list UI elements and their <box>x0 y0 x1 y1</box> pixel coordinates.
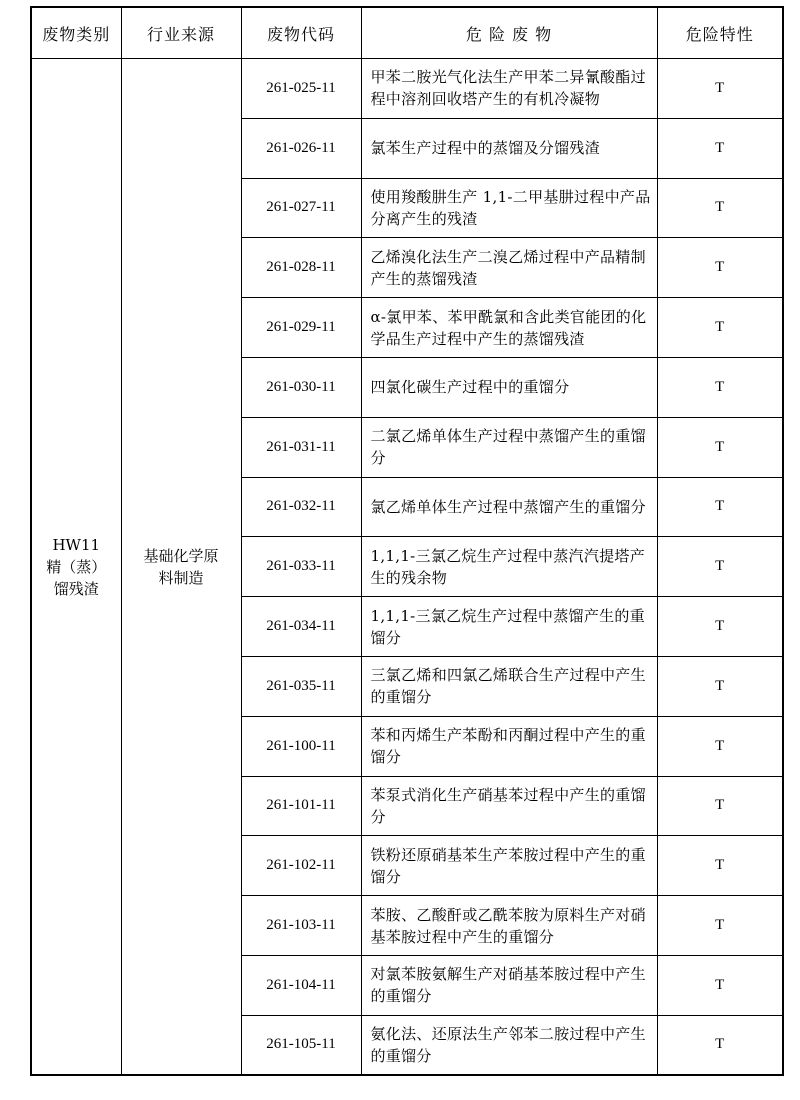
waste-description-cell: 氯苯生产过程中的蒸馏及分馏残渣 <box>361 118 657 178</box>
hazard-characteristic-cell: T <box>657 955 783 1015</box>
waste-description-cell: 甲苯二胺光气化法生产甲苯二异氰酸酯过程中溶剂回收塔产生的有机冷凝物 <box>361 59 657 119</box>
table-body <box>31 59 783 1076</box>
header-row <box>31 7 783 59</box>
waste-category-line: 馏残渣 <box>53 579 99 598</box>
hazard-characteristic-cell: T <box>657 656 783 716</box>
waste-description-cell: 使用羧酸肼生产 1,1-二甲基肼过程中产品分离产生的残渣 <box>361 178 657 238</box>
waste-code-cell: 261-028-11 <box>241 238 361 298</box>
waste-description-cell: 对氯苯胺氨解生产对硝基苯胺过程中产生的重馏分 <box>361 955 657 1015</box>
industry-source-cell <box>121 59 241 1076</box>
waste-description-cell: 乙烯溴化法生产二溴乙烯过程中产品精制产生的蒸馏残渣 <box>361 238 657 298</box>
waste-category-line: 精（蒸） <box>46 557 107 576</box>
header-characteristic: 危险特性 <box>657 7 783 59</box>
waste-description-cell: 1,1,1-三氯乙烷生产过程中蒸馏产生的重馏分 <box>361 597 657 657</box>
waste-description-cell: 氯乙烯单体生产过程中蒸馏产生的重馏分 <box>361 477 657 537</box>
header-source: 行业来源 <box>121 7 241 59</box>
waste-code-cell: 261-031-11 <box>241 417 361 477</box>
waste-code-cell: 261-034-11 <box>241 597 361 657</box>
waste-code-cell: 261-103-11 <box>241 896 361 956</box>
hazard-characteristic-cell: T <box>657 357 783 417</box>
waste-code-cell: 261-030-11 <box>241 357 361 417</box>
waste-description-cell: 铁粉还原硝基苯生产苯胺过程中产生的重馏分 <box>361 836 657 896</box>
industry-source-line: 料制造 <box>158 568 204 587</box>
hazard-characteristic-cell: T <box>657 417 783 477</box>
waste-code-cell: 261-102-11 <box>241 836 361 896</box>
hazard-characteristic-cell: T <box>657 59 783 119</box>
waste-category-cell <box>31 59 121 1076</box>
waste-code-cell: 261-100-11 <box>241 716 361 776</box>
waste-category-line: HW11 <box>52 535 101 554</box>
waste-description-cell: 三氯乙烯和四氯乙烯联合生产过程中产生的重馏分 <box>361 656 657 716</box>
waste-code-cell: 261-101-11 <box>241 776 361 836</box>
header-code: 废物代码 <box>241 7 361 59</box>
waste-description-cell: 苯胺、乙酸酐或乙酰苯胺为原料生产对硝基苯胺过程中产生的重馏分 <box>361 896 657 956</box>
hazard-characteristic-cell: T <box>657 597 783 657</box>
waste-description-cell: α-氯甲苯、苯甲酰氯和含此类官能团的化学品生产过程中产生的蒸馏残渣 <box>361 298 657 358</box>
waste-description-cell: 二氯乙烯单体生产过程中蒸馏产生的重馏分 <box>361 417 657 477</box>
hazard-characteristic-cell: T <box>657 477 783 537</box>
industry-source-line: 基础化学原 <box>143 546 219 565</box>
waste-code-cell: 261-026-11 <box>241 118 361 178</box>
hazard-characteristic-cell: T <box>657 776 783 836</box>
hazard-characteristic-cell: T <box>657 118 783 178</box>
hazard-characteristic-cell: T <box>657 896 783 956</box>
waste-code-cell: 261-032-11 <box>241 477 361 537</box>
waste-code-cell: 261-025-11 <box>241 59 361 119</box>
waste-code-cell: 261-035-11 <box>241 656 361 716</box>
hazard-characteristic-cell: T <box>657 298 783 358</box>
hazard-characteristic-cell: T <box>657 238 783 298</box>
header-category: 废物类别 <box>31 7 121 59</box>
waste-code-cell: 261-027-11 <box>241 178 361 238</box>
waste-description-cell: 四氯化碳生产过程中的重馏分 <box>361 357 657 417</box>
waste-code-cell: 261-033-11 <box>241 537 361 597</box>
table-row <box>31 59 783 119</box>
waste-code-cell: 261-029-11 <box>241 298 361 358</box>
waste-description-cell: 苯泵式消化生产硝基苯过程中产生的重馏分 <box>361 776 657 836</box>
waste-description-cell: 氨化法、还原法生产邻苯二胺过程中产生的重馏分 <box>361 1015 657 1075</box>
waste-code-cell: 261-105-11 <box>241 1015 361 1075</box>
hazard-characteristic-cell: T <box>657 537 783 597</box>
waste-code-cell: 261-104-11 <box>241 955 361 1015</box>
hazard-characteristic-cell: T <box>657 836 783 896</box>
hazard-characteristic-cell: T <box>657 716 783 776</box>
waste-description-cell: 1,1,1-三氯乙烷生产过程中蒸汽汽提塔产生的残余物 <box>361 537 657 597</box>
hazard-characteristic-cell: T <box>657 1015 783 1075</box>
hazard-characteristic-cell: T <box>657 178 783 238</box>
header-waste: 危 险 废 物 <box>361 7 657 59</box>
page <box>30 6 782 1076</box>
waste-description-cell: 苯和丙烯生产苯酚和丙酮过程中产生的重馏分 <box>361 716 657 776</box>
hazardous-waste-table <box>30 6 784 1076</box>
